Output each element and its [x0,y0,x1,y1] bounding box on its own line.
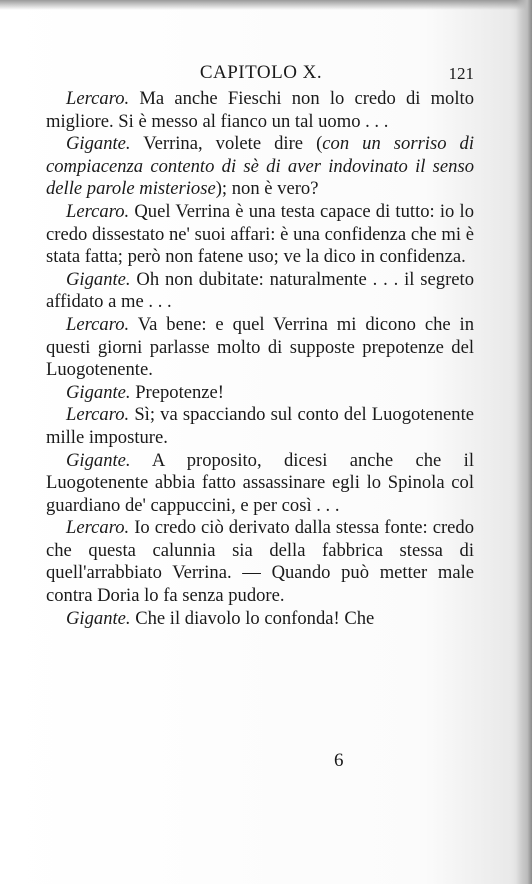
dialogue-paragraph [46,133,474,201]
running-title: CAPITOLO X. [199,62,323,83]
page-top-shadow [0,0,532,10]
dialogue-text: Oh non dubitate: naturalmente . . . il segreto affidato a me . . . [46,268,474,313]
dialogue-paragraph [46,201,474,269]
dialogue-paragraph [46,404,474,449]
page-body [46,88,474,630]
dialogue-paragraph [46,269,474,314]
page-header [48,60,474,88]
dialogue-paragraph [46,382,474,405]
speaker-name: Gigante. [66,133,131,155]
page-right-shadow [516,0,532,884]
dialogue-text: A proposito, dicesi anche che il Luogotenente abbia fatto assassinare egli lo Spinola col guardiano de' cappuccini, e per così . . . [46,449,474,516]
dialogue-text: Ma anche Fieschi non lo credo di molto migliore. Si è messo al fianco un tal uomo . . . [46,88,474,132]
speaker-name: Lercaro. [66,404,130,426]
dialogue-text: ); non è vero? [215,178,319,200]
speaker-name: Gigante. [66,268,131,290]
stage-direction: con un sorriso di compiacenza contento di sè di aver indovinato il senso delle parole misteriose [46,133,474,200]
dialogue-paragraph [46,88,474,133]
speaker-name: Gigante. [66,607,131,629]
dialogue-paragraph [46,314,474,382]
dialogue-paragraph [46,450,474,518]
dialogue-text: Sì; va spacciando sul conto del Luogotenente mille imposture. [46,404,474,448]
speaker-name: Lercaro. [66,313,130,335]
speaker-name: Gigante. [66,381,131,403]
dialogue-text: Che il diavolo lo confonda! Che [130,607,375,629]
speaker-name: Lercaro. [66,517,130,539]
dialogue-paragraph [46,517,474,607]
speaker-name: Lercaro. [66,88,130,109]
page-number: 121 [448,64,474,83]
dialogue-text: Verrina, volete dire ( [130,133,323,155]
dialogue-text: Va bene: e quel Verrina mi dicono che in questi giorni parlasse molto di supposte prepotenze del Luogotenente. [46,313,474,381]
signature-mark: 6 [334,750,344,771]
speaker-name: Gigante. [66,449,131,471]
dialogue-text: Quel Verrina è una testa capace di tutto: io lo credo dissestato ne' suoi affari: è una confidenza che mi è stata fatta; però non fatene uso; ve la dico in confidenza. [46,200,474,268]
dialogue-text: Io credo ciò derivato dalla stessa fonte: credo che questa calunnia sia della fabbrica stessa di quell'arrabbiato Verrina. — Quando può metter male contra Doria lo fa senza pudore. [46,517,474,607]
dialogue-text: Prepotenze! [130,381,225,403]
dialogue-paragraph [46,608,474,631]
speaker-name: Lercaro. [66,200,130,222]
